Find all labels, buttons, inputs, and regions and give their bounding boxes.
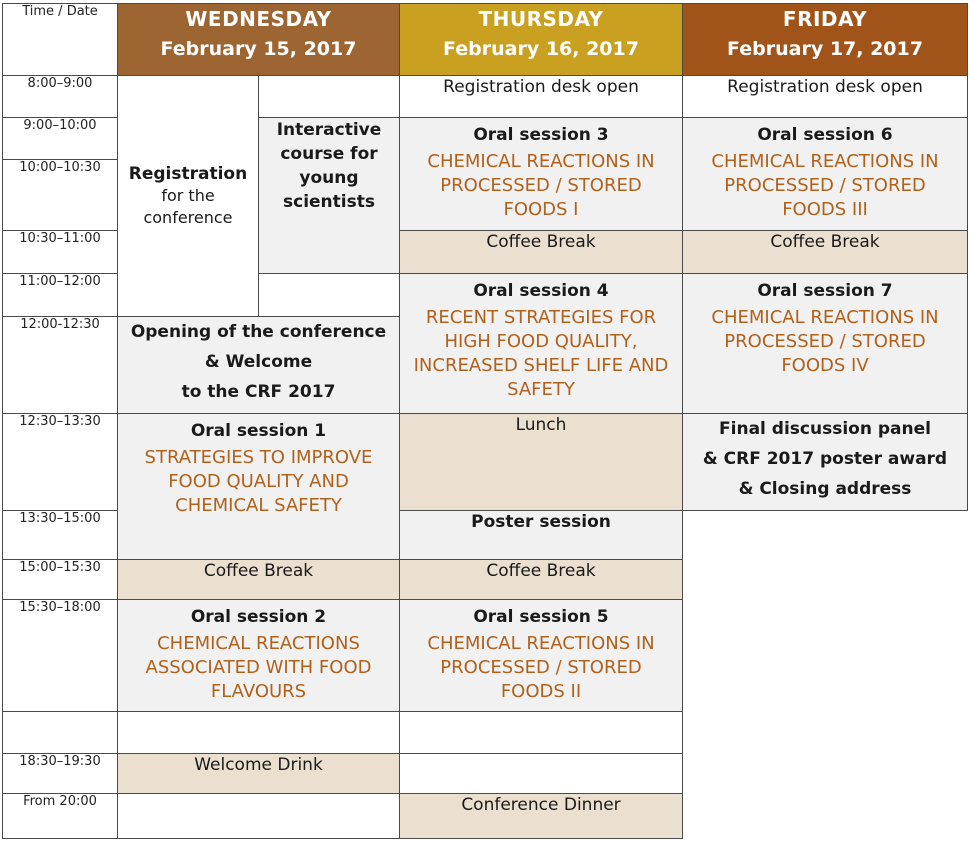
session-topic: CHEMICAL REACTIONS IN PROCESSED / STORED FOODS III (711, 151, 939, 220)
thursday-day: THURSDAY (478, 7, 604, 31)
session-title: Oral session 3 (473, 125, 609, 145)
session-title: Oral session 4 (473, 281, 609, 301)
header-row (3, 4, 968, 76)
time-slot: 12:00-12:30 (3, 317, 118, 414)
wednesday-course (259, 118, 400, 274)
course-line-1: Interactive (276, 120, 382, 140)
session-topic: CHEMICAL REACTIONS IN PROCESSED / STORED FOODS I (427, 151, 655, 220)
time-slot: 10:30–11:00 (3, 231, 118, 274)
panel-line-1: Final discussion panel (719, 419, 931, 439)
friday-header (683, 4, 968, 76)
course-line-2: course for (280, 144, 378, 164)
wednesday-coffee-break: Coffee Break (118, 560, 400, 600)
wednesday-oral-session-2 (118, 600, 400, 712)
session-title: Oral session 5 (473, 607, 609, 627)
thursday-oral-session-3 (400, 118, 683, 231)
time-slot: From 20:00 (3, 794, 118, 839)
thursday-oral-session-5 (400, 600, 683, 712)
session-title: Oral session 6 (757, 125, 893, 145)
wednesday-opening (118, 317, 400, 414)
friday-day: FRIDAY (782, 7, 868, 31)
friday-oral-session-6 (683, 118, 968, 231)
friday-closing-panel (683, 414, 968, 511)
session-topic: CHEMICAL REACTIONS ASSOCIATED WITH FOOD FLAVOURS (145, 633, 372, 702)
wednesday-oral-session-1 (118, 414, 400, 560)
empty-cell (400, 712, 683, 754)
friday-coffee-break: Coffee Break (683, 231, 968, 274)
empty-cell (259, 274, 400, 317)
session-topic: STRATEGIES TO IMPROVE FOOD QUALITY AND CHEMICAL SAFETY (144, 447, 373, 516)
thursday-lunch: Lunch (400, 414, 683, 511)
friday-date: February 17, 2017 (727, 38, 923, 60)
friday-empty-area (683, 511, 968, 839)
thursday-header (400, 4, 683, 76)
time-slot: 18:30–19:30 (3, 754, 118, 794)
thursday-poster-session: Poster session (400, 511, 683, 560)
session-topic: CHEMICAL REACTIONS IN PROCESSED / STORED FOODS II (427, 633, 655, 702)
friday-registration: Registration desk open (683, 76, 968, 118)
thursday-coffee-break-2: Coffee Break (400, 560, 683, 600)
schedule-table (2, 3, 968, 839)
time-slot (3, 712, 118, 754)
session-topic: RECENT STRATEGIES FOR HIGH FOOD QUALITY, INCREASED SHELF LIFE AND SAFETY (413, 307, 669, 400)
time-slot: 13:30–15:00 (3, 511, 118, 560)
time-slot: 12:30–13:30 (3, 414, 118, 511)
thursday-coffee-break: Coffee Break (400, 231, 683, 274)
wednesday-day: WEDNESDAY (185, 7, 332, 31)
empty-cell (118, 712, 400, 754)
time-slot: 9:00–10:00 (3, 118, 118, 160)
session-title: Oral session 1 (190, 421, 327, 441)
session-title: Oral session 2 (190, 607, 327, 627)
session-topic: CHEMICAL REACTIONS IN PROCESSED / STORED FOODS IV (711, 307, 939, 376)
empty-cell (118, 794, 400, 839)
table-row (3, 76, 968, 118)
empty-cell (259, 76, 400, 118)
registration-line-2: conference (143, 208, 233, 227)
thursday-date: February 16, 2017 (443, 38, 639, 60)
panel-line-2: & CRF 2017 poster award (702, 449, 948, 469)
thursday-conference-dinner: Conference Dinner (400, 794, 683, 839)
time-slot: 15:30–18:00 (3, 600, 118, 712)
course-line-3: young (299, 168, 359, 188)
session-title: Oral session 7 (757, 281, 893, 301)
thursday-oral-session-4 (400, 274, 683, 414)
empty-cell (400, 754, 683, 794)
panel-line-3: & Closing address (738, 479, 912, 499)
opening-line-2: & Welcome (204, 352, 313, 372)
friday-oral-session-7 (683, 274, 968, 414)
thursday-registration: Registration desk open (400, 76, 683, 118)
opening-line-3: to the CRF 2017 (181, 382, 336, 402)
time-slot: 15:00–15:30 (3, 560, 118, 600)
wednesday-date: February 15, 2017 (160, 38, 357, 60)
registration-bold: Registration (128, 164, 248, 184)
wednesday-welcome-drink: Welcome Drink (118, 754, 400, 794)
opening-line-1: Opening of the conference (130, 322, 387, 342)
course-line-4: scientists (283, 192, 375, 212)
registration-line-1: for the (161, 186, 215, 205)
time-slot: 11:00–12:00 (3, 274, 118, 317)
time-slot: 8:00–9:00 (3, 76, 118, 118)
time-date-header: Time / Date (3, 4, 118, 76)
table-row (3, 414, 968, 511)
wednesday-header (118, 4, 400, 76)
time-slot: 10:00–10:30 (3, 160, 118, 231)
wednesday-registration (118, 76, 259, 317)
